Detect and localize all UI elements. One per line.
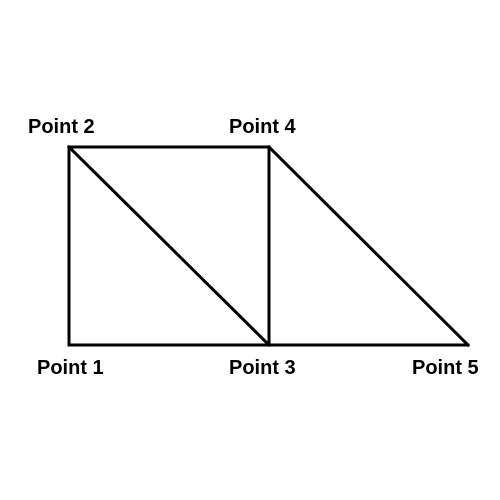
label-point-1: Point 1: [37, 357, 104, 379]
label-point-5: Point 5: [412, 357, 479, 379]
label-point-2: Point 2: [28, 116, 95, 138]
label-point-3: Point 3: [229, 357, 296, 379]
edge-point4-point5: [269, 147, 468, 345]
label-point-4: Point 4: [229, 116, 296, 138]
edge-point2-point3: [69, 147, 269, 345]
